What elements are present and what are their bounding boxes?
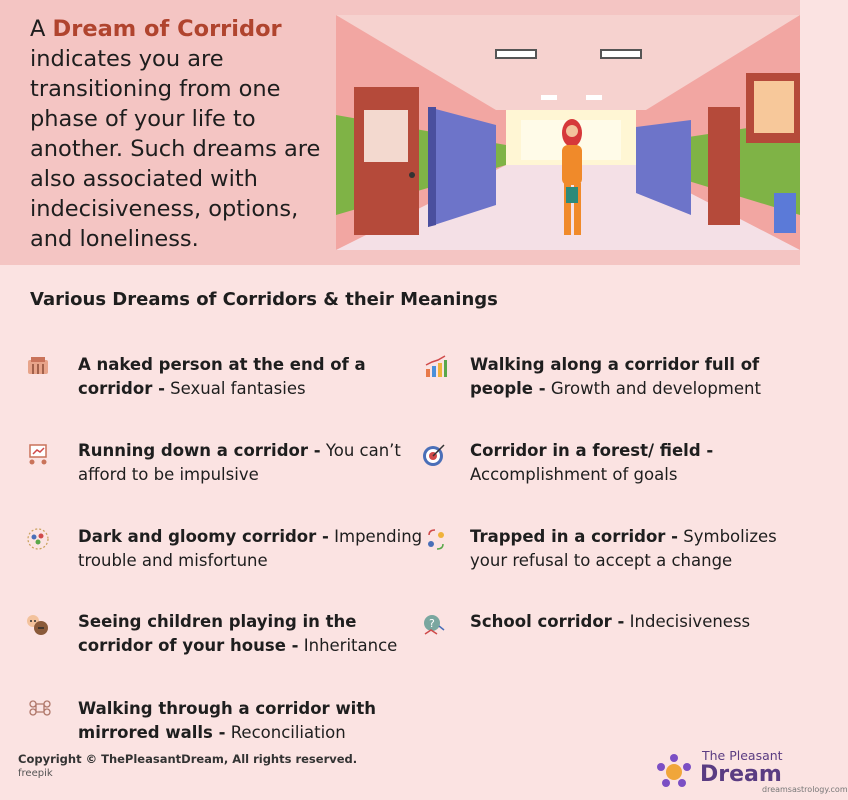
dream-title: A naked person at the end of a corridor - [78, 355, 366, 398]
dream-item [78, 353, 423, 401]
dream-meaning: Sexual fantasies [164, 379, 306, 398]
copyright-notice: Copyright © ThePleasantDream, All rights reserved. [18, 752, 358, 766]
dream-meaning: Accomplishment of goals [470, 465, 678, 484]
brand-logo[interactable] [654, 748, 848, 796]
brand-star-icon [654, 752, 694, 792]
people-exchange-icon [423, 527, 449, 553]
brand-name-line1: The Pleasant [702, 748, 783, 763]
wallet-icon [25, 354, 51, 380]
dream-meaning: Impending trouble and misfortune [78, 527, 423, 570]
dream-title: Corridor in a forest/ field - [470, 441, 714, 460]
intro-prefix: A [30, 16, 53, 42]
command-key-icon [29, 697, 55, 723]
dream-item [78, 697, 423, 745]
dream-title: Dark and gloomy corridor - [78, 527, 329, 546]
corridor-illustration [336, 15, 800, 250]
dream-meaning: Inheritance [298, 636, 398, 655]
intro-highlight: Dream of Corridor [52, 16, 282, 42]
dream-item [470, 610, 790, 634]
dream-item [470, 353, 790, 401]
children-icon [24, 612, 50, 638]
dream-title: Seeing children playing in the corridor of your house - [78, 612, 357, 655]
dream-item [78, 525, 423, 573]
dream-title: Running down a corridor - [78, 441, 321, 460]
dream-title: Walking through a corridor with mirrored walls - [78, 699, 376, 742]
dream-meaning: Indecisiveness [624, 612, 751, 631]
dream-title: Trapped in a corridor - [470, 527, 679, 546]
section-title: Various Dreams of Corridors & their Meanings [30, 289, 498, 310]
intro-text: indicates you are transitioning from one phase of your life to another. Such dreams are also associated with indecisiveness, options, and loneliness. [30, 46, 321, 252]
question-head-icon [421, 612, 447, 638]
dream-item [470, 525, 790, 573]
network-icon [25, 526, 51, 552]
brand-name-line2: Dream [700, 762, 782, 787]
svg-text:?: ? [429, 617, 435, 630]
dream-title: School corridor - [470, 612, 625, 631]
image-credit: freepik [18, 768, 53, 779]
intro-paragraph [30, 14, 330, 254]
dream-item [78, 610, 423, 658]
dream-meaning: Symbolizes your refusal to accept a change [470, 527, 777, 570]
meeting-board-icon [25, 441, 51, 467]
dream-item [78, 439, 423, 487]
dream-meaning: Growth and development [545, 379, 761, 398]
dream-meaning: You can’t afford to be impulsive [78, 441, 401, 484]
growth-chart-icon [423, 354, 449, 380]
dream-item [470, 439, 790, 487]
brand-url: dreamsastrology.com [762, 785, 848, 794]
dream-meaning: Reconciliation [225, 723, 346, 742]
dream-title: Walking along a corridor full of people - [470, 355, 760, 398]
target-icon [421, 442, 447, 468]
